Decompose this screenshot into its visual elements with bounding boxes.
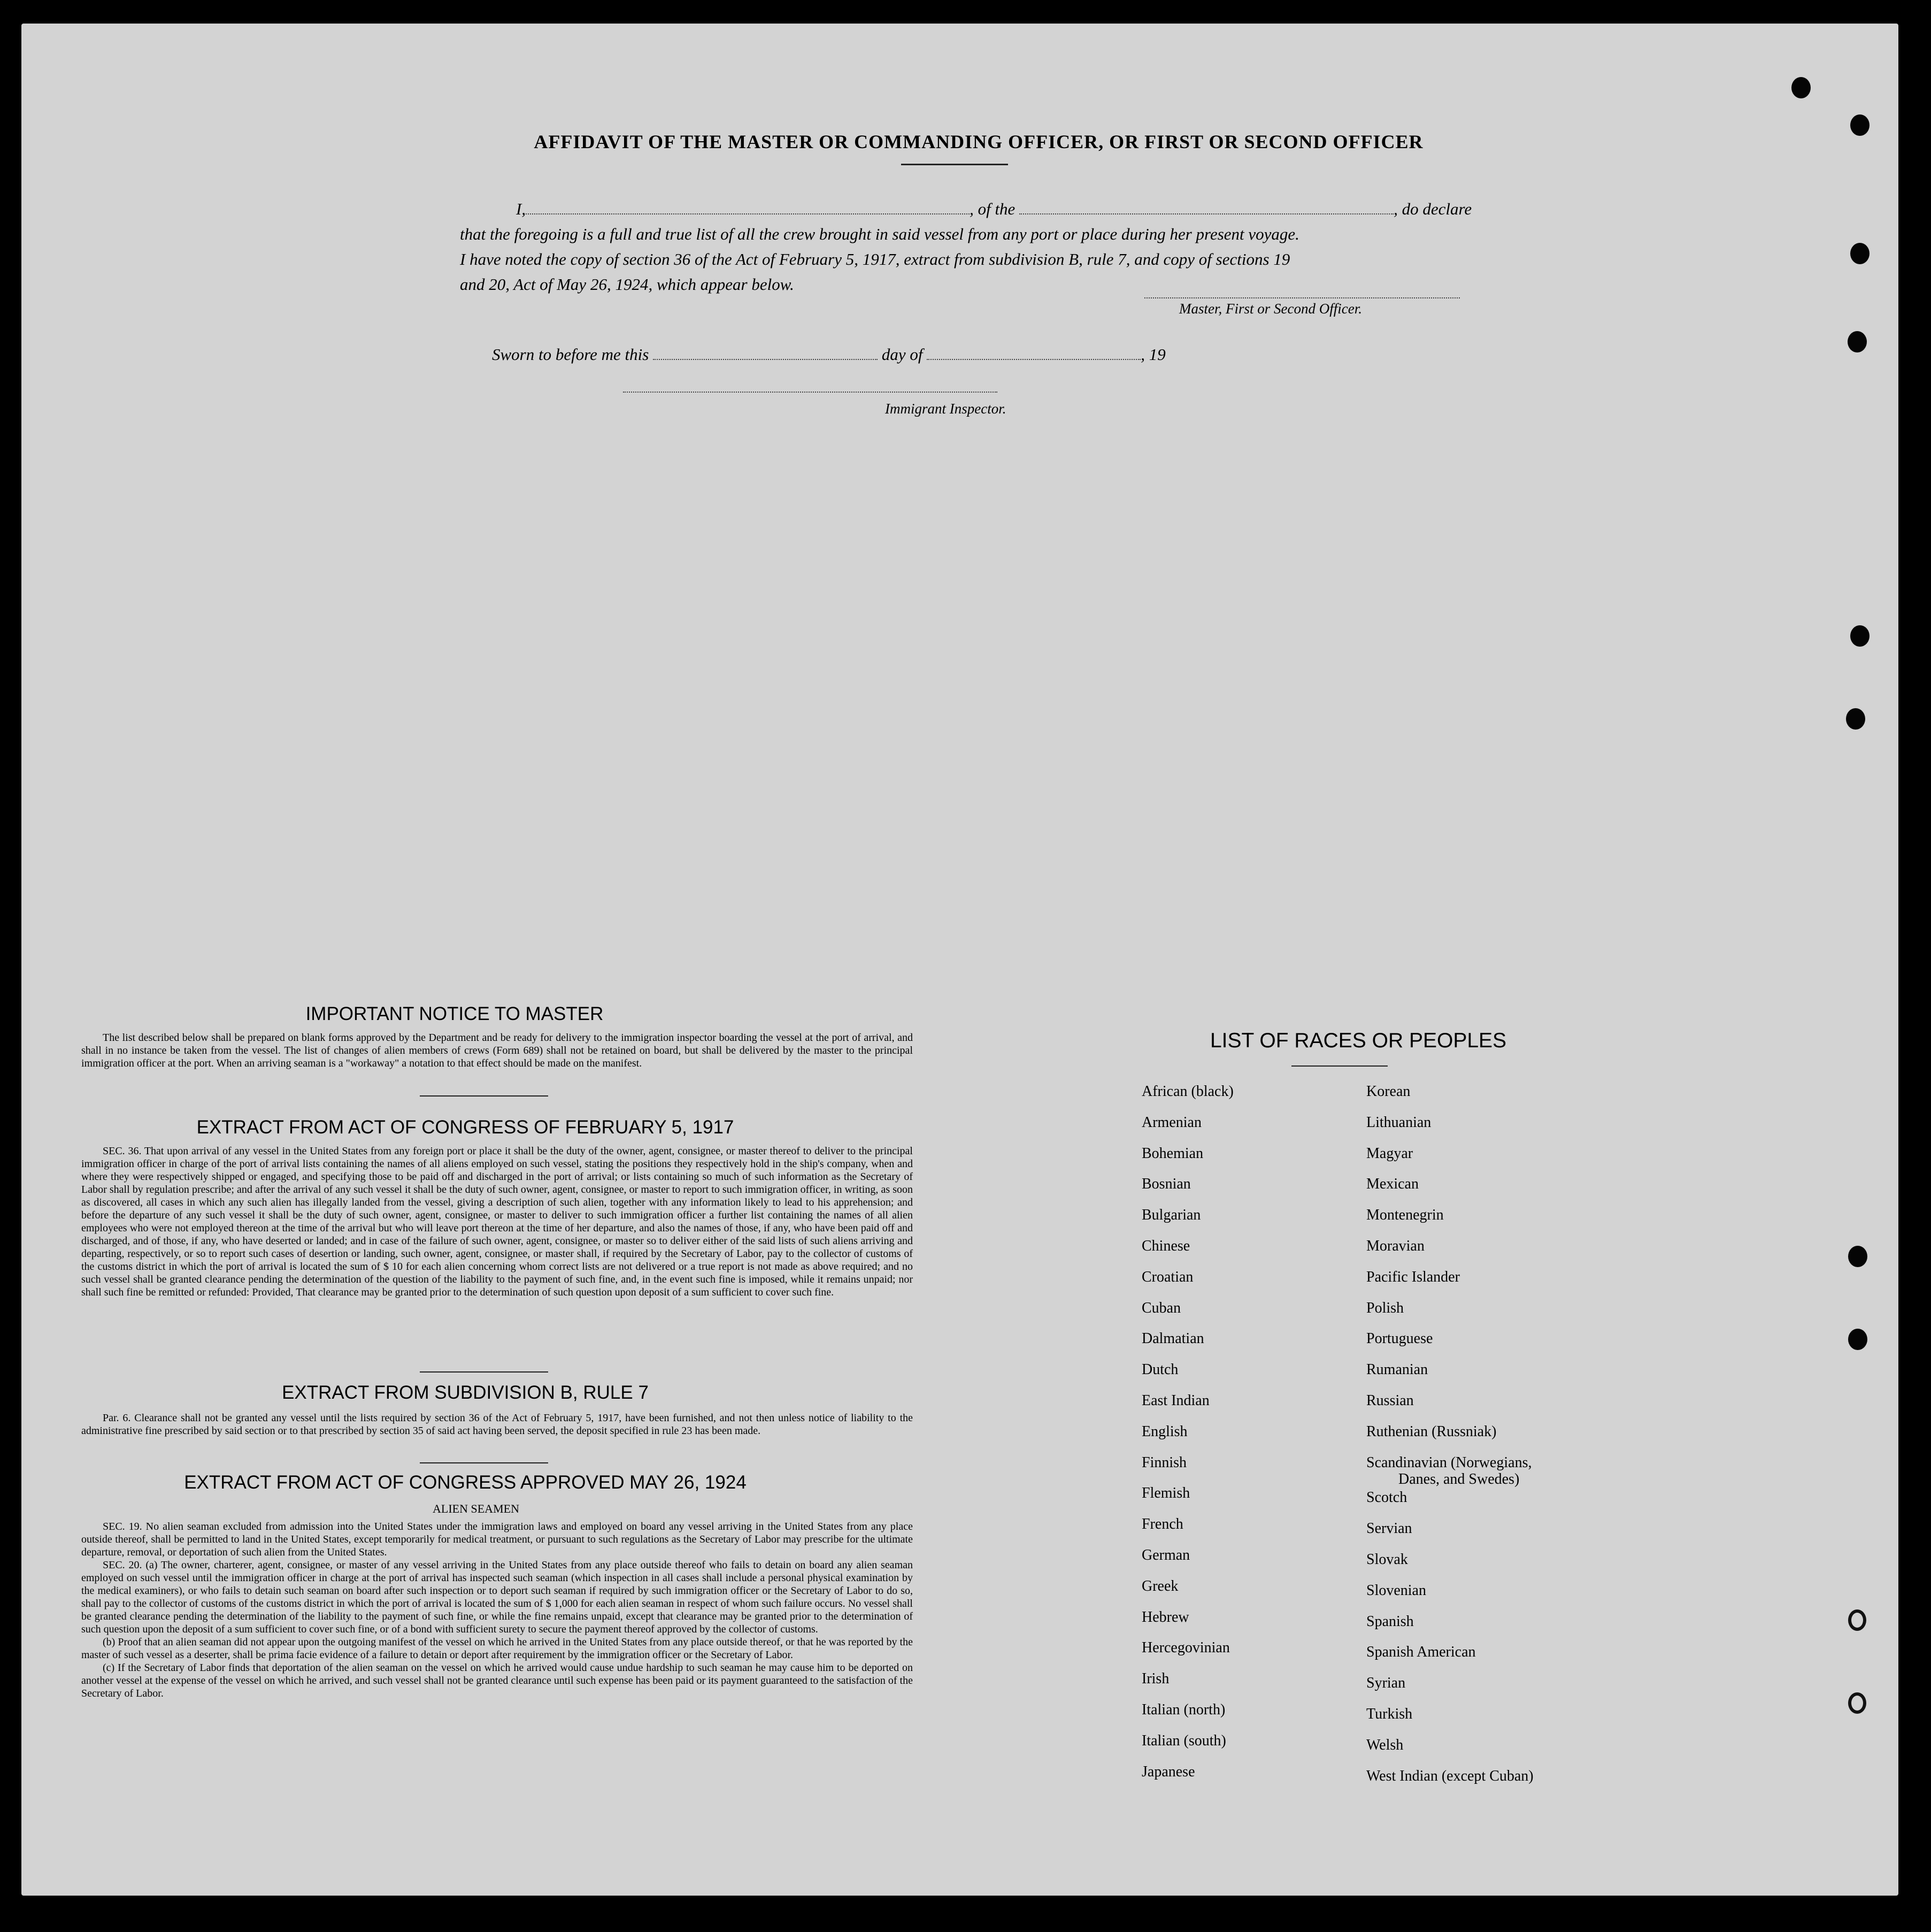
notice-rule [420, 1095, 548, 1097]
race-item: Pacific Islander [1366, 1268, 1460, 1285]
races-heading-rule [1291, 1065, 1388, 1067]
race-item: Moravian [1366, 1237, 1425, 1254]
race-item: Portuguese [1366, 1330, 1433, 1347]
binder-hole-icon [1850, 625, 1870, 647]
race-item: Hercegovinian [1142, 1639, 1230, 1657]
vessel-name-blank [1019, 202, 1394, 214]
rule-7-body [81, 1412, 913, 1437]
binder-hole-icon [1848, 331, 1867, 352]
race-item: Lithuanian [1366, 1114, 1432, 1131]
binder-hole-icon [1848, 1609, 1866, 1631]
race-item: Korean [1366, 1083, 1411, 1100]
race-item: Italian (north) [1142, 1701, 1226, 1718]
document-page [21, 24, 1898, 1896]
binder-hole-icon [1850, 243, 1870, 264]
race-item: West Indian (except Cuban) [1366, 1767, 1534, 1784]
race-item: French [1142, 1516, 1183, 1533]
race-item: Turkish [1366, 1705, 1413, 1722]
declaration-do-declare: , do declare [1394, 200, 1472, 218]
extract-1917-heading: EXTRACT FROM ACT OF CONGRESS OF FEBRUARY 5, 1917 [196, 1117, 734, 1138]
race-item: Croatian [1142, 1268, 1194, 1285]
sworn-year-label: , 19 [1141, 345, 1166, 364]
sworn-day-blank [653, 347, 878, 360]
race-item: Scandinavian (Norwegians, [1366, 1454, 1532, 1471]
race-item: Montenegrin [1366, 1207, 1444, 1224]
race-item: Bulgarian [1142, 1207, 1201, 1224]
race-item: German [1142, 1546, 1190, 1563]
affidavit-heading-rule [901, 164, 1008, 165]
binder-hole-icon [1850, 114, 1870, 136]
race-item: Chinese [1142, 1237, 1190, 1254]
sworn-month-blank [927, 347, 1141, 360]
binder-hole-icon [1791, 77, 1811, 98]
master-signature-label: Master, First or Second Officer. [1179, 301, 1362, 317]
extract-1917-rule [420, 1371, 548, 1373]
notice-body [81, 1031, 913, 1070]
rule-7-rule [420, 1462, 548, 1463]
sworn-line [492, 342, 1535, 367]
declaration-line-1 [460, 196, 1503, 221]
declaration-i: I, [516, 200, 526, 218]
affidavit-heading: AFFIDAVIT OF THE MASTER OR COMMANDING OFFICER, OR FIRST OR SECOND OFFICER [534, 131, 1424, 152]
race-item: Bosnian [1142, 1176, 1191, 1193]
race-item: Scotch [1366, 1489, 1407, 1506]
race-item: Spanish American [1366, 1644, 1476, 1661]
inspector-label: Immigrant Inspector. [885, 401, 1006, 417]
section-20a-paragraph: SEC. 20. (a) The owner, charterer, agent, consignee, or master of any vessel arriving in the United States from any place outside thereof who fails to detain on board any alien seaman employed on such vessel until the immigration officer in charge at the port of arrival has inspected such seaman (which inspection in all cases shall include a personal physical examination by the medical examiners), or who fails to detain such seaman on board after such inspection or to deport such seaman if required by such immigration officer or the Secretary of Labor to do so, shall pay to the collector of customs of the customs district in which the port of arrival is located the sum of $ 1,000 for each alien seaman in respect of whom such failure occurs. No vessel shall be granted clearance pending the determination of the liability to the payment of such fine, or while the fine remains unpaid, except that clearance may be granted prior to the determination of such question upon the deposit of a sum sufficient to cover such fine, or of a bond with sufficient surety to secure the payment thereof approved by the collector of customs. [81, 1559, 913, 1635]
race-item: Armenian [1142, 1114, 1202, 1131]
inspector-signature-line [623, 392, 997, 393]
race-item: English [1142, 1423, 1188, 1440]
officer-name-blank [526, 202, 970, 214]
race-item: Bohemian [1142, 1145, 1204, 1162]
race-item: Hebrew [1142, 1608, 1189, 1626]
extract-1924-body [81, 1520, 913, 1700]
rule-7-heading: EXTRACT FROM SUBDIVISION B, RULE 7 [282, 1382, 649, 1403]
race-item: East Indian [1142, 1392, 1210, 1409]
race-item: Cuban [1142, 1299, 1181, 1316]
race-item: Finnish [1142, 1454, 1187, 1471]
sworn-prefix: Sworn to before me this [492, 345, 649, 364]
race-item: Polish [1366, 1299, 1404, 1316]
declaration-line-3: I have noted the copy of section 36 of the Act of February 5, 1917, extract from subdivision B, rule 7, and copy of sections 19 [460, 250, 1290, 269]
race-item: Italian (south) [1142, 1732, 1226, 1749]
race-item: Japanese [1142, 1763, 1195, 1780]
race-item: Spanish [1366, 1613, 1414, 1630]
race-item: Slovak [1366, 1551, 1408, 1568]
race-item: Syrian [1366, 1675, 1406, 1692]
race-item: Slovenian [1366, 1582, 1426, 1599]
rule-7-paragraph: Par. 6. Clearance shall not be granted any vessel until the lists required by section 36 of the Act of February 5, 1917, have been furnished, and not then unless notice of liability to the administrative fine prescribed by said section or to that prescribed by section 35 of said act having been served, the deposit specified in rule 23 has been made. [81, 1412, 913, 1437]
race-item: Welsh [1366, 1736, 1404, 1753]
section-36-paragraph: SEC. 36. That upon arrival of any vessel in the United States from any foreign port or place it shall be the duty of the owner, agent, consignee, or master thereof to deliver to the principal immigration officer in charge of the port of arrival lists containing the names of all aliens employed on such vessel, stating the positions they respectively hold in the ship's company, when and where they were respectively shipped or engaged, and specifying those to be paid off and discharged in the port of arrival; or lists containing so much of such information as the Secretary of Labor shall by regulation prescribe; and after the arrival of any such vessel it shall be the duty of such owner, agent, consignee, or master to report to such immigration officer, in writing, as soon as discovered, all cases in which any such alien has illegally landed from the vessel, giving a description of such alien, together with any information likely to lead to his apprehension; and before the departure of any such vessel it shall be the duty of such owner, agent, consignee, or master to deliver to such immigration officer a further list containing the names of all alien employees who were not employed thereon at the time of the arrival but who will leave port thereon at the time of her departure, and also the names of those, if any, who have been paid off and discharged, and of those, if any, who have deserted or landed; and in case of the failure of such owner, agent, consignee, or master so to deliver either of the said lists of such aliens arriving and departing, respectively, or so to report such cases of desertion or landing, such owner, agent, consignee, or master shall, if required by the Secretary of Labor, pay to the collector of customs of the customs district in which the port of arrival is located the sum of $ 10 for each alien concerning whom correct lists are not delivered or a true report is not made as above required; and no such vessel shall be granted clearance pending the determination of the question of the liability to the payment of such fine, and, in the event such fine is imposed, while it remains unpaid; nor shall such fine be remitted or refunded: Provided, That clearance may be granted prior to the determination of such question upon deposit of a sum sufficient to cover such fine. [81, 1145, 913, 1298]
races-right-column [1366, 1083, 1534, 1798]
race-item: Dutch [1142, 1361, 1179, 1378]
declaration-line-4: and 20, Act of May 26, 1924, which appear below. [460, 275, 794, 294]
race-item: Dalmatian [1142, 1330, 1204, 1347]
race-item: Mexican [1366, 1176, 1419, 1193]
notice-heading: IMPORTANT NOTICE TO MASTER [305, 1003, 604, 1024]
alien-seamen-subheading: ALIEN SEAMEN [433, 1502, 519, 1515]
race-item: Servian [1366, 1520, 1412, 1537]
notice-paragraph: The list described below shall be prepared on blank forms approved by the Department and be ready for delivery to the immigration inspector boarding the vessel at the port of arrival, and shall in no instance be taken from the vessel. The list of changes of alien members of crews (Form 689) shall not be retained on board, but shall be delivered by the master to the principal immigration officer at the port. When an arriving seaman is a "workaway" a notation to that effect should be made on the manifest. [81, 1032, 913, 1069]
race-item: Irish [1142, 1670, 1170, 1688]
race-item: Rumanian [1366, 1361, 1428, 1378]
extract-1917-body [81, 1145, 913, 1299]
race-item: Ruthenian (Russniak) [1366, 1423, 1497, 1440]
section-19-paragraph: SEC. 19. No alien seaman excluded from admission into the United States under the immigration laws and employed on board any vessel arriving in the United States from any place outside thereof, shall be permitted to land in the United States, except temporarily for medical treatment, or pursuant to such regulations as the Secretary of Labor may prescribe for the ultimate departure, removal, or deportation of such alien from the United States. [81, 1521, 913, 1558]
binder-hole-icon [1846, 708, 1865, 730]
sworn-day-label: day of [881, 345, 923, 364]
extract-1924-heading: EXTRACT FROM ACT OF CONGRESS APPROVED MAY 26, 1924 [184, 1472, 747, 1493]
race-item: Greek [1142, 1577, 1179, 1594]
race-item: Russian [1366, 1392, 1414, 1409]
binder-hole-icon [1848, 1692, 1866, 1714]
declaration-of-the: , of the [970, 200, 1015, 218]
section-20b-paragraph: (b) Proof that an alien seaman did not appear upon the outgoing manifest of the vessel on which he arrived in the United States from any place outside thereof, or that he was reported by the master of such vessel as a deserter, shall be prima facie evidence of a failure to detain or deport after requirement by the immigration officer or the Secretary of Labor. [81, 1636, 913, 1661]
race-item: Danes, and Swedes) [1398, 1471, 1520, 1488]
races-left-column [1142, 1083, 1234, 1793]
binder-hole-icon [1848, 1246, 1867, 1267]
declaration-line-2: that the foregoing is a full and true list of all the crew brought in said vessel from any port or place during her present voyage. [460, 225, 1299, 243]
section-20c-paragraph: (c) If the Secretary of Labor finds that deportation of the alien seaman on the vessel on which he arrived would cause undue hardship to such seaman he may cause him to be deported on another vessel at the expense of the vessel on which he arrived, and such vessel shall not be granted clearance until such expense has been paid or its payment guaranteed to the satisfaction of the Secretary of Labor. [81, 1662, 913, 1699]
race-item: Magyar [1366, 1145, 1413, 1162]
race-item: Flemish [1142, 1485, 1190, 1502]
race-item: African (black) [1142, 1083, 1234, 1100]
races-heading: LIST OF RACES OR PEOPLES [1210, 1029, 1507, 1052]
binder-hole-icon [1848, 1329, 1867, 1350]
master-signature-line [1144, 297, 1460, 298]
